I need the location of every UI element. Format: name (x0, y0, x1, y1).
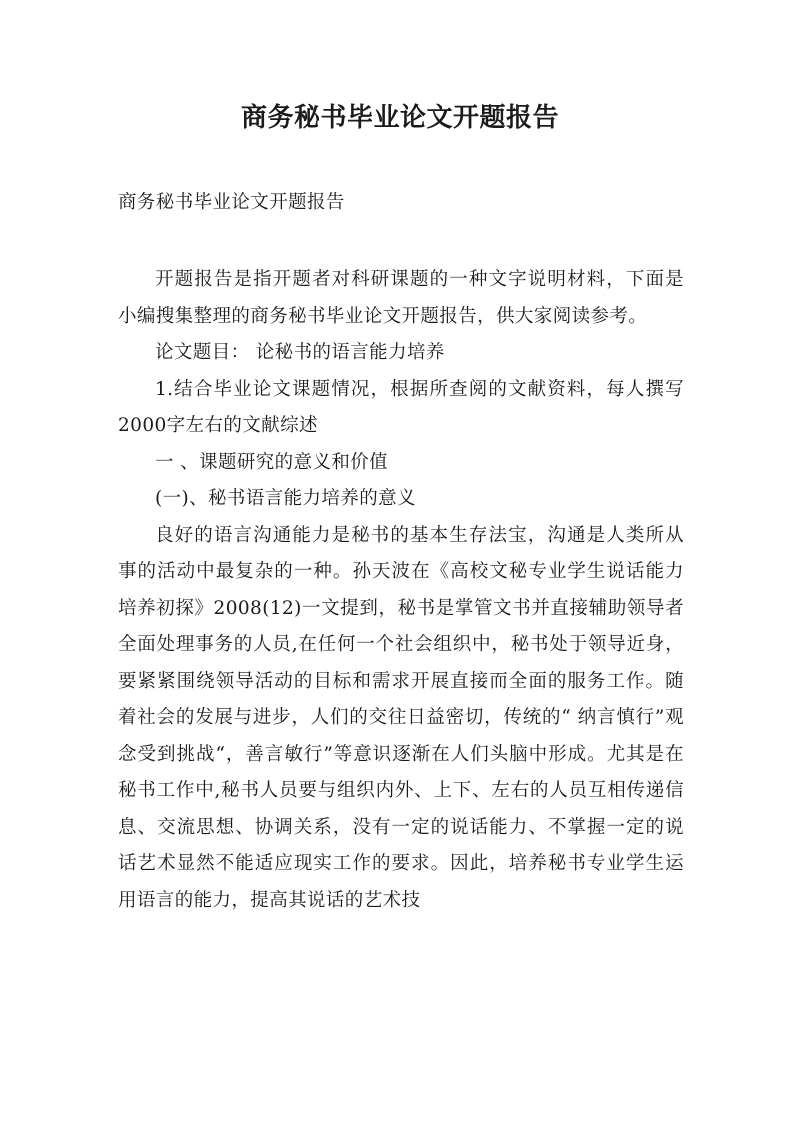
paragraph-intro: 开题报告是指开题者对科研课题的一种文字说明材料，下面是小编搜集整理的商务秘书毕业论文开题报告，供大家阅读参考。 (118, 269, 684, 327)
paragraph-thesis-title: 论文题目： 论秘书的语言能力培养 (155, 342, 445, 363)
document-body (118, 262, 684, 919)
paragraph-body: 良好的语言沟通能力是秘书的基本生存法宝，沟通是人类所从事的活动中最复杂的一种。孙天波在《高校文秘专业学生说话能力培养初探》2008(12)一文提到，秘书是掌管文书并直接辅助领导者全面处理事务的人员,在任何一个社会组织中，秘书处于领导近身，要紧紧围绕领导活动的目标和需求开展直接而全面的服务工作。随着社会的发展与进步，人们的交往日益密切，传统的“ 纳言慎行”观念受到挑战“，善言敏行”等意识逐渐在人们头脑中形成。尤其是在秘书工作中,秘书人员要与组织内外、上下、左右的人员互相传递信息、交流思想、协调关系，没有一定的说话能力、不掌握一定的说话艺术显然不能适应现实工作的要求。因此，培养秘书专业学生运用语言的能力，提高其说话的艺术技 (118, 524, 684, 911)
document-subtitle: 商务秘书毕业论文开题报告 (118, 192, 345, 213)
subsection-heading: (一)、秘书语言能力培养的意义 (155, 488, 416, 509)
section-heading: 一 、课题研究的意义和价值 (155, 451, 389, 473)
document-title: 商务秘书毕业论文开题报告 (240, 103, 559, 133)
paragraph-task: 1.结合毕业论文课题情况，根据所查阅的文献资料，每人撰写2000字左右的文献综述 (118, 378, 684, 436)
